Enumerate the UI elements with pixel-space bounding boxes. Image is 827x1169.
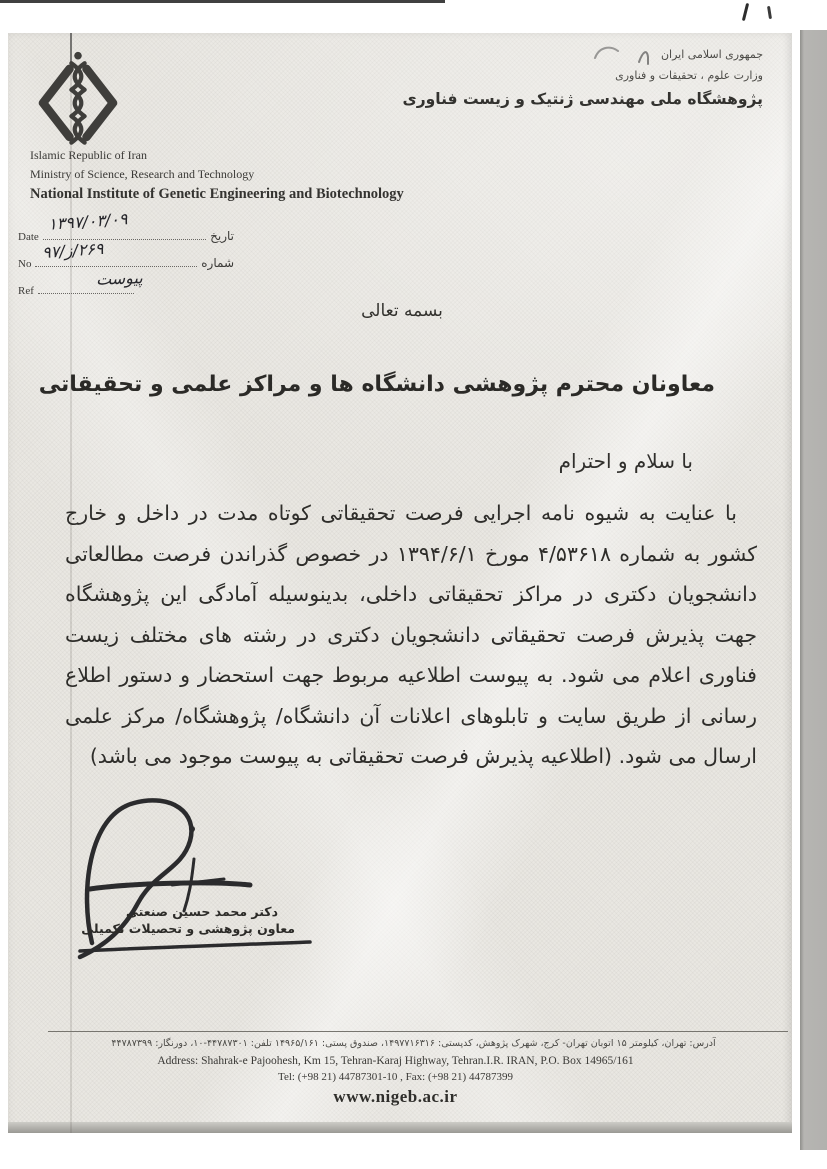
besmele-line: بسمه تعالی: [361, 301, 443, 321]
body-line: کشور به شماره ۴/۵۳۶۱۸ مورخ ۱۳۹۴/۶/۱ در خصوص گذراندن فرصت مطالعاتی: [65, 541, 758, 566]
country-name-en: Islamic Republic of Iran: [30, 148, 147, 162]
signatory-name: دکتر محمد حسین صنعتی: [125, 904, 278, 919]
ref-row: [18, 268, 234, 297]
date-label-en: Date: [18, 231, 39, 243]
header-english: [30, 148, 404, 203]
letter-body: [65, 493, 757, 777]
ref-handwritten-value: پیوست: [95, 268, 143, 289]
country-name-fa: جمهوری اسلامی ایران: [660, 48, 763, 61]
date-handwritten-value: ۱۳۹۷/۰۳/۰۹: [47, 209, 129, 234]
salutation-line: با سلام و احترام: [558, 449, 693, 473]
footer-tel-fax: Tel: (+98 21) 44787301-10 , Fax: (+98 21) 44787399: [278, 1071, 513, 1083]
footer-address-fa: آدرس: تهران، کیلومتر ۱۵ اتوبان تهران- کرج، شهرک پژوهش، کدپستی: ۱۴۹۷۷۱۶۳۱۶، صندوق پستی: ۱۴۹۶۵/۱۶۱ تلفن: ۴۴۷۸۷۳۰۱-۱۰، دورنگار: ۴۴۷۸۷۳۹۹: [111, 1038, 716, 1049]
dotted-leader: [43, 239, 206, 240]
signatory-title: معاون پژوهشی و تحصیلات تکمیلی: [81, 921, 295, 936]
header-persian: [402, 48, 763, 108]
footer-divider: [48, 1031, 788, 1032]
body-line: رسانی از طریق سایت و تابلوهای اعلانات آن دانشگاه/ پژوهشگاه/ مرکز علمی: [65, 703, 757, 728]
institute-name-fa: پژوهشگاه ملی مهندسی ژنتیک و زیست فناوری: [402, 90, 763, 108]
number-handwritten-value: ۹۷/ز/۲۶۹: [41, 238, 105, 263]
nigeb-logo: [34, 50, 122, 154]
date-row: [18, 209, 234, 243]
pen-squiggle-icon: [636, 46, 652, 66]
body-line: ارسال می شود. (اطلاعیه پذیرش فرصت تحقیقاتی به پیوست موجود می باشد): [89, 744, 757, 768]
pen-mark-icon: [742, 3, 749, 21]
body-line: جهت پذیرش فرصت تحقیقاتی دانشجویان دکتری در رشته های مختلف زیست: [65, 622, 757, 647]
handwritten-signature-icon: [72, 793, 317, 975]
body-line: با عنایت به شیوه نامه اجرایی فرصت تحقیقاتی کوتاه مدت در داخل و خارج: [65, 501, 737, 525]
number-label-en: No: [18, 258, 32, 270]
dna-diamond-emblem-icon: [34, 50, 122, 154]
recipient-heading: معاونان محترم پژوهشی دانشگاه ها و مراکز علمی و تحقیقاتی: [38, 372, 715, 397]
footer-website: www.nigeb.ac.ir: [333, 1087, 458, 1106]
date-label-fa: تاریخ: [210, 229, 234, 243]
body-line: فناوری اعلام می شود. به پیوست اطلاعیه مربوط جهت استحضار و دستور اطلاع: [65, 663, 757, 687]
ministry-name-en: Ministry of Science, Research and Technology: [30, 167, 255, 181]
pen-mark-icon: [767, 6, 772, 19]
dotted-leader: [35, 266, 197, 267]
pen-squiggle-icon: [594, 44, 620, 62]
paper-bottom-shadow: [8, 1122, 792, 1133]
body-line: دانشجویان دکتری در مراکز تحقیقاتی داخلی، بدینوسیله آمادگی این پژوهشگاه: [65, 582, 757, 606]
scan-edge-smear: [0, 0, 445, 3]
institute-name-en: National Institute of Genetic Engineering and Biotechnology: [30, 186, 404, 202]
ministry-name-fa: وزارت علوم ، تحقیقات و فناوری: [615, 69, 763, 82]
letter-meta-block: [18, 209, 234, 300]
ref-label-en: Ref: [18, 285, 34, 297]
footer-address-en: Address: Shahrak-e Pajoohesh, Km 15, Tehran-Karaj Highway, Tehran.I.R. IRAN, P.O. Box 14965/161: [157, 1055, 634, 1067]
scanner-background-band: [800, 30, 827, 1150]
number-label-fa: شماره: [201, 256, 234, 270]
signature-block: [72, 793, 317, 975]
number-row: [18, 238, 234, 270]
dotted-leader: [38, 293, 134, 294]
